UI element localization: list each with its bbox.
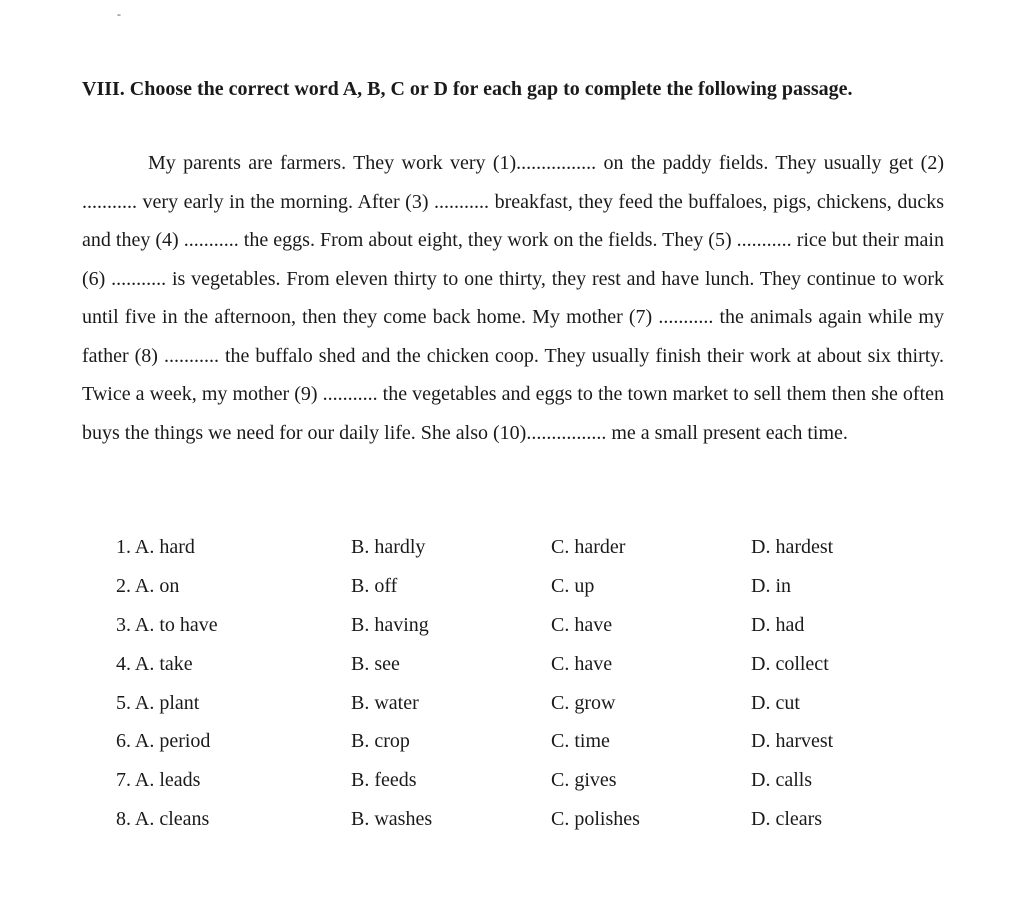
question-row xyxy=(116,606,936,645)
question-row xyxy=(116,761,936,800)
option-b: B. washes xyxy=(351,808,433,831)
option-a: 2. A. on xyxy=(116,574,180,597)
option-b: B. water xyxy=(351,691,419,714)
stray-mark: - xyxy=(117,7,121,21)
question-row xyxy=(116,528,936,567)
answer-options xyxy=(116,528,936,839)
option-c: C. time xyxy=(551,730,610,753)
question-row xyxy=(116,800,936,839)
question-row xyxy=(116,645,936,684)
option-a: 4. A. take xyxy=(116,652,193,675)
option-a: 8. A. cleans xyxy=(116,808,210,831)
option-c: C. polishes xyxy=(551,808,640,831)
exercise-heading: VIII. Choose the correct word A, B, C or D for each gap to complete the following passage. xyxy=(82,78,853,100)
option-a: 7. A. leads xyxy=(116,769,201,792)
option-a: 6. A. period xyxy=(116,730,211,753)
question-row xyxy=(116,684,936,723)
option-d: D. had xyxy=(751,613,805,636)
option-d: D. hardest xyxy=(751,536,834,558)
option-c: C. have xyxy=(551,652,613,675)
option-d: D. calls xyxy=(751,769,813,792)
option-b: B. hardly xyxy=(351,536,426,558)
question-row xyxy=(116,567,936,606)
option-c: C. up xyxy=(551,574,595,597)
option-b: B. having xyxy=(351,613,429,636)
passage-text: My parents are farmers. They work very (1)................ on the paddy fields. They usually get (2) ........... very early in the morning. After (3) ........... breakfast, they feed the buffaloes, pigs, chickens, ducks and they (4) ........... the eggs. From about eight, they work on the fields. They (5) ........... rice but their main (6) ........... is vegetables. From eleven thirty to one thirty, they rest and have lunch. They continue to work until five in the afternoon, then they come back home. My mother (7) ........... the animals again while my father (8) ........... the buffalo shed and the chicken coop. They usually finish their work at about six thirty. Twice a week, my mother (9) ........... the vegetables and eggs to the town market to sell them then she often buys the things we need for our daily life. She also (10)................ me a small present each time. xyxy=(82,152,944,444)
option-d: D. cut xyxy=(751,691,800,714)
option-a: 5. A. plant xyxy=(116,691,200,714)
option-d: D. in xyxy=(751,574,791,597)
option-c: C. harder xyxy=(551,536,626,558)
option-c: C. have xyxy=(551,613,613,636)
option-b: B. off xyxy=(351,574,398,597)
option-d: D. collect xyxy=(751,652,829,675)
option-c: C. gives xyxy=(551,769,617,792)
question-row xyxy=(116,722,936,761)
option-a: 3. A. to have xyxy=(116,613,218,636)
option-d: D. harvest xyxy=(751,730,834,753)
option-c: C. grow xyxy=(551,691,616,714)
option-b: B. see xyxy=(351,652,400,675)
option-b: B. crop xyxy=(351,730,410,753)
option-b: B. feeds xyxy=(351,769,417,792)
option-a: 1. A. hard xyxy=(116,536,195,558)
option-d: D. clears xyxy=(751,808,823,831)
